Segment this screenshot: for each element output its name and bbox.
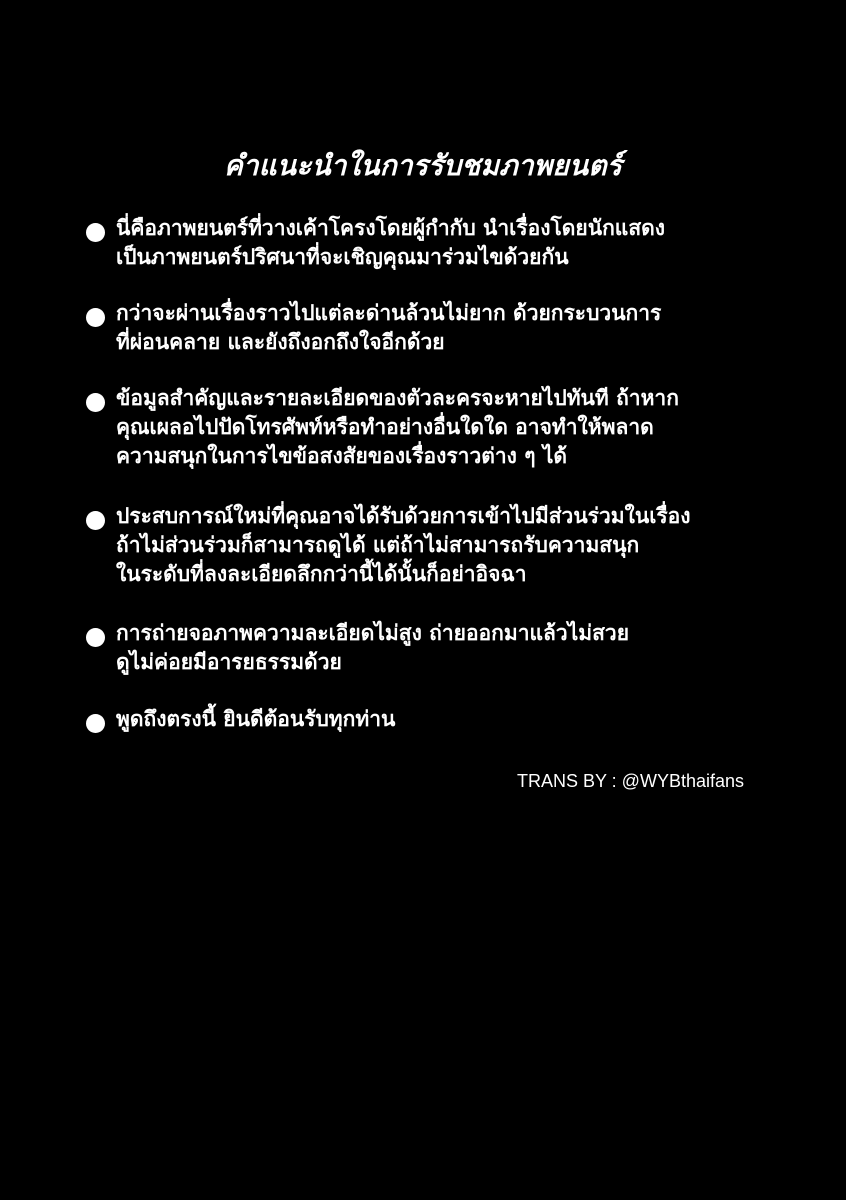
text-line: ประสบการณ์ใหม่ที่คุณอาจได้รับด้วยการเข้าไปมีส่วนร่วมในเรื่อง (116, 504, 691, 528)
text-line: การถ่ายจอภาพความละเอียดไม่สูง ถ่ายออกมาแล้วไม่สวย (116, 621, 630, 645)
text-line: เป็นภาพยนตร์ปริศนาที่จะเชิญคุณมาร่วมไขด้วยกัน (116, 245, 569, 269)
bullet-dot-icon (86, 223, 105, 242)
text-line: นี่คือภาพยนตร์ที่วางเค้าโครงโดยผู้กำกับ นำเรื่องโดยนักแสดง (116, 216, 666, 240)
bullet-dot-icon (86, 511, 105, 530)
list-item-text (116, 502, 776, 589)
bullet-dot-icon (86, 393, 105, 412)
list-item-text (116, 619, 776, 677)
text-line: ดูไม่ค่อยมีอารยธรรมด้วย (116, 650, 342, 674)
list-item-text (116, 299, 776, 357)
bullet-dot-icon (86, 628, 105, 647)
list-item-text (116, 384, 776, 471)
text-line: ความสนุกในการไขข้อสงสัยของเรื่องราวต่าง ๆ ได้ (116, 444, 568, 468)
text-line: ถ้าไม่ส่วนร่วมก็สามารถดูได้ แต่ถ้าไม่สามารถรับความสนุก (116, 533, 640, 557)
page-title: คำแนะนำในการรับชมภาพยนตร์ (224, 149, 622, 182)
text-line: พูดถึงตรงนี้ ยินดีต้อนรับทุกท่าน (116, 707, 396, 731)
bullet-dot-icon (86, 714, 105, 733)
text-line: คุณเผลอไปปัดโทรศัพท์หรือทำอย่างอื่นใดใด อาจทำให้พลาด (116, 415, 654, 439)
text-line: ที่ผ่อนคลาย และยังถึงอกถึงใจอีกด้วย (116, 330, 445, 354)
text-line: กว่าจะผ่านเรื่องราวไปแต่ละด่านล้วนไม่ยาก ด้วยกระบวนการ (116, 301, 662, 325)
list-item-text (116, 214, 776, 272)
text-line: ข้อมูลสำคัญและรายละเอียดของตัวละครจะหายไปทันที ถ้าหาก (116, 386, 679, 410)
text-line: ในระดับที่ลงละเอียดลึกกว่านี้ได้นั้นก็อย่าอิจฉา (116, 562, 527, 586)
translator-credit: TRANS BY : @WYBthaifans (516, 771, 744, 791)
list-item-text (116, 705, 776, 734)
bullet-dot-icon (86, 308, 105, 327)
